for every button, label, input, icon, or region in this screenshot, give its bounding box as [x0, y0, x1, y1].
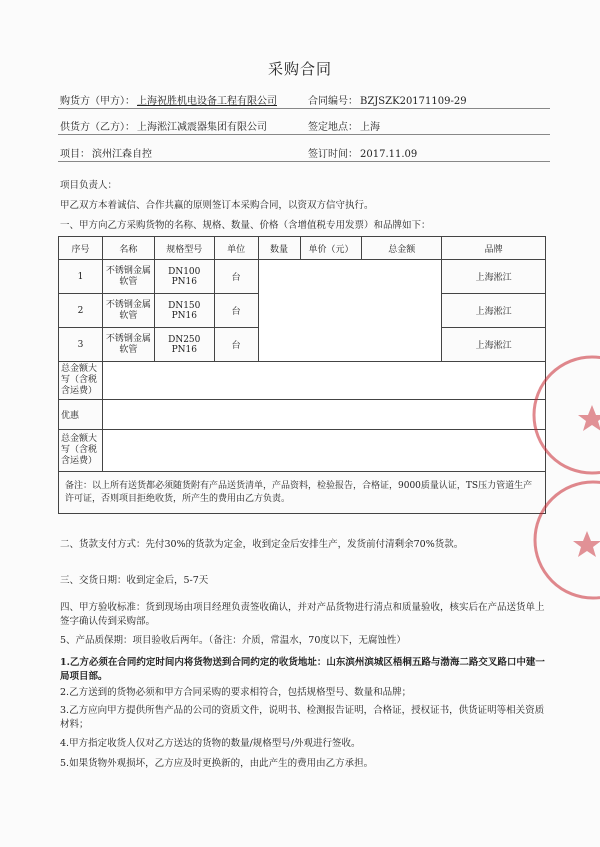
buyer-field [60, 92, 277, 107]
redacted-area [258, 260, 442, 362]
point-5: 5.如果货物外观损坏，乙方应及时更换新的，由此产生的费用由乙方承担。 [60, 758, 374, 769]
contract-seal-icon [515, 475, 600, 605]
table-header-row [59, 237, 546, 260]
sign-date-label: 签订时间： [308, 149, 358, 160]
total-upper-row-2 [59, 430, 546, 472]
sign-place-label: 签定地点： [308, 122, 358, 133]
project-lead: 项目负责人： [60, 180, 118, 191]
seller-label: 供货方（乙方）： [60, 122, 135, 133]
redacted-area [102, 430, 545, 472]
col-header: 总金额 [362, 237, 442, 260]
row-no: 1 [59, 260, 103, 294]
redacted-area [102, 362, 545, 400]
row-unit: 台 [214, 260, 258, 294]
buyer-value: 上海祝胜机电设备工程有限公司 [137, 96, 277, 107]
contract-no-field [308, 92, 467, 107]
sign-place-field [308, 118, 380, 133]
note-row [59, 472, 546, 514]
row-spec: DN100 PN16 [154, 260, 214, 294]
row-unit: 台 [214, 328, 258, 362]
row-no: 3 [59, 328, 103, 362]
discount-row [59, 400, 546, 430]
point-2: 2.乙方送到的货物必须和甲方合同采购的要求相符合，包括规格型号、数量和品牌； [60, 687, 412, 698]
row-spec: DN250 PN16 [154, 328, 214, 362]
contract-no-label: 合同编号： [308, 96, 358, 107]
divider [58, 108, 550, 109]
redacted-area [102, 400, 545, 430]
section-acceptance: 四、甲方验收标准：货到现场由项目经理负责签收确认，并对产品货物进行清点和质量验收，核实后在产品送货单上签字确认传到采购部。 [60, 602, 545, 627]
divider [58, 161, 550, 162]
sign-place-value: 上海 [360, 122, 380, 133]
section-delivery: 三、交货日期：收到定金后，5-7天 [60, 575, 209, 586]
row-unit: 台 [214, 294, 258, 328]
col-header: 名称 [102, 237, 154, 260]
col-header: 数量 [258, 237, 300, 260]
col-header: 序号 [59, 237, 103, 260]
page-title: 采购合同 [267, 60, 332, 78]
buyer-label: 购货方（甲方）： [60, 96, 135, 107]
row-brand: 上海淞江 [442, 294, 546, 328]
divider [58, 134, 550, 135]
section-payment: 二、货款支付方式：先付30%的货款为定金，收到定金后安排生产，发货前付清剩余70%货款。 [60, 539, 464, 550]
point-1: 1.乙方必须在合同约定时间内将货物送到合同约定的收货地址：山东滨州滨城区梧桐五路与渤海二路交叉路口中建一局项目部。 [60, 657, 545, 682]
table-row [59, 260, 546, 294]
seller-field [60, 118, 267, 133]
note-text: 备注：以上所有送货都必须随货附有产品送货清单，产品资料，检验报告，合格证，9000质量认证，TS压力管道生产许可证，否则项目拒绝收货，所产生的费用由乙方负责。 [59, 472, 546, 514]
row-name: 不锈钢金属软管 [102, 260, 154, 294]
items-table [58, 236, 546, 514]
col-header: 单价（元） [300, 237, 362, 260]
clause-1: 一、甲方向乙方采购货物的名称、规格、数量、价格（含增值税专用发票）和品牌如下： [60, 220, 431, 231]
col-header: 规格型号 [154, 237, 214, 260]
project-field [60, 145, 152, 160]
row-name: 不锈钢金属软管 [102, 294, 154, 328]
section-warranty: 5、产品质保期：项目验收后两年。（备注：介质，常温水，70度以下，无腐蚀性） [60, 635, 406, 646]
principle-text: 甲乙双方本着诚信、合作共赢的原则签订本采购合同，以资双方信守执行。 [60, 200, 374, 211]
seller-value: 上海淞江减震器集团有限公司 [137, 122, 267, 133]
project-label: 项目： [60, 149, 90, 160]
col-header: 单位 [214, 237, 258, 260]
total-upper-label-2: 总金额大写（含税含运费） [59, 430, 103, 472]
point-4: 4.甲方指定收货人仅对乙方送达的货物的数量/规格型号/外观进行签收。 [60, 738, 361, 749]
point-3: 3.乙方应向甲方提供所售产品的公司的资质文件，说明书、检测报告证明，合格证，授权证书，供货证明等相关资质材料； [60, 705, 545, 730]
row-no: 2 [59, 294, 103, 328]
contract-no-value: BZJSZK20171109-29 [360, 96, 467, 107]
project-value: 滨州江森自控 [92, 149, 152, 160]
row-brand: 上海淞江 [442, 328, 546, 362]
col-header: 品牌 [442, 237, 546, 260]
company-seal-icon [520, 345, 600, 485]
row-name: 不锈钢金属软管 [102, 328, 154, 362]
row-spec: DN150 PN16 [154, 294, 214, 328]
total-upper-row [59, 362, 546, 400]
sign-date-field [308, 145, 417, 160]
discount-label: 优惠 [59, 400, 103, 430]
row-brand: 上海淞江 [442, 260, 546, 294]
total-upper-label: 总金额大写（含税含运费） [59, 362, 103, 400]
sign-date-value: 2017.11.09 [360, 149, 418, 160]
